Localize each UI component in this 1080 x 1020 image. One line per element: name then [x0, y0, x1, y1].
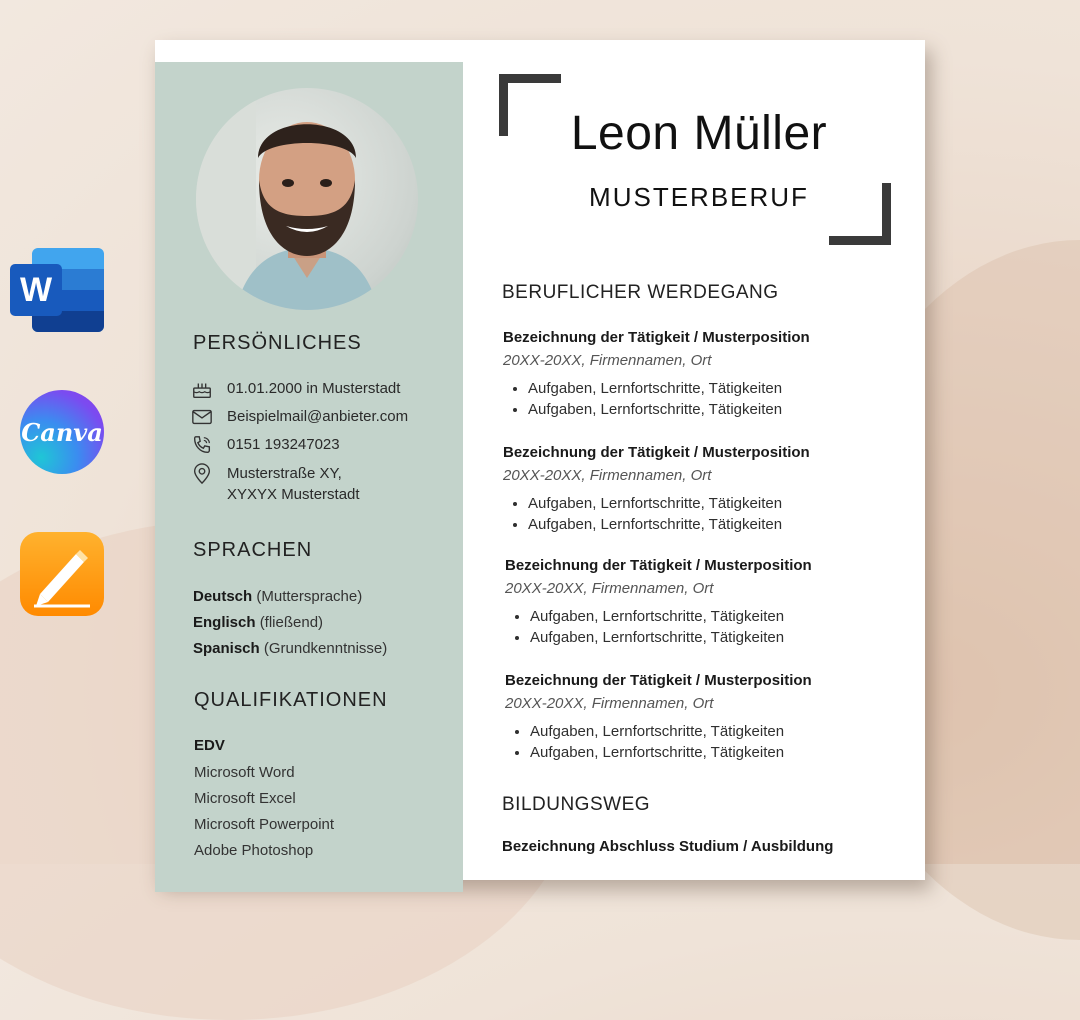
personal-section-title: PERSÖNLICHES [193, 332, 362, 354]
qualifications-section-title: QUALIFIKATIONEN [194, 689, 388, 711]
skill-item: Microsoft Word [194, 764, 295, 781]
career-entry [505, 554, 895, 648]
entry-position: Bezeichnung der Tätigkeit / Musterposition [505, 557, 812, 574]
bracket-top-left [499, 74, 561, 83]
language-name: Deutsch [193, 588, 253, 605]
address-line2: XYXYX Musterstadt [227, 486, 360, 503]
language-level: (fließend) [259, 614, 324, 631]
career-entry [505, 669, 895, 763]
entry-position: Bezeichnung der Tätigkeit / Musterposition [503, 329, 810, 346]
task-item: • Aufgaben, Lernfortschritte, Tätigkeiten [530, 606, 895, 627]
career-section-title: BERUFLICHER WERDEGANG [502, 282, 779, 303]
education-entry-title: Bezeichnung Abschluss Studium / Ausbildung [502, 838, 834, 855]
skill-item: Microsoft Excel [194, 790, 296, 807]
language-name: Englisch [193, 614, 256, 631]
education-entry [502, 835, 892, 859]
skill-item: Adobe Photoshop [194, 842, 314, 859]
languages-section-title: SPRACHEN [193, 539, 313, 561]
task-item: • Aufgaben, Lernfortschritte, Tätigkeiten [528, 493, 893, 514]
location-pin-icon [191, 463, 213, 485]
task-item: • Aufgaben, Lernfortschritte, Tätigkeiten [528, 378, 893, 399]
language-item [193, 588, 362, 605]
language-item [193, 614, 323, 631]
entry-meta: 20XX-20XX, Firmennamen, Ort [505, 580, 714, 597]
entry-meta: 20XX-20XX, Firmennamen, Ort [503, 352, 712, 369]
career-entry [503, 326, 893, 420]
mail-icon [191, 406, 213, 428]
language-name: Spanisch [193, 640, 260, 657]
cv-job-title: MUSTERBERUF [589, 182, 809, 212]
email-text[interactable]: Beispielmail@anbieter.com [227, 408, 409, 425]
phone-text: 0151 193247023 [227, 436, 340, 453]
canva-label: Canva [21, 417, 103, 447]
word-icon [10, 248, 106, 332]
phone-row [191, 434, 340, 456]
birth-row [191, 378, 400, 400]
canva-icon [20, 390, 104, 474]
pages-icon [20, 532, 104, 616]
skill-category: EDV [194, 737, 225, 754]
entry-position: Bezeichnung der Tätigkeit / Musterposition [505, 672, 812, 689]
entry-tasks [505, 606, 895, 648]
cv-document [155, 40, 925, 880]
career-entry [503, 441, 893, 535]
entry-position: Bezeichnung der Tätigkeit / Musterposition [503, 444, 810, 461]
cv-sidebar [155, 62, 463, 892]
address-text [227, 463, 360, 505]
entry-meta: 20XX-20XX, Firmennamen, Ort [505, 695, 714, 712]
language-level: (Grundkenntnisse) [263, 640, 388, 657]
entry-tasks [503, 378, 893, 420]
entry-tasks [503, 493, 893, 535]
skill-item: Microsoft Powerpoint [194, 816, 335, 833]
task-item: • Aufgaben, Lernfortschritte, Tätigkeiten [530, 721, 895, 742]
address-row [191, 463, 360, 505]
entry-tasks [505, 721, 895, 763]
task-item: • Aufgaben, Lernfortschritte, Tätigkeiten [530, 742, 895, 763]
word-letter: W [19, 271, 53, 309]
profile-photo [196, 88, 418, 310]
birth-text: 01.01.2000 in Musterstadt [227, 380, 401, 397]
address-line1: Musterstraße XY, [227, 465, 342, 482]
education-section-title: BILDUNGSWEG [502, 794, 651, 815]
task-item: • Aufgaben, Lernfortschritte, Tätigkeiten [528, 514, 893, 535]
task-item: • Aufgaben, Lernfortschritte, Tätigkeiten [530, 627, 895, 648]
email-row [191, 406, 408, 428]
cake-icon [191, 378, 213, 400]
language-level: (Muttersprache) [256, 588, 363, 605]
task-item: • Aufgaben, Lernfortschritte, Tätigkeiten [528, 399, 893, 420]
cv-name: Leon Müller [570, 107, 828, 160]
phone-icon [191, 434, 213, 456]
language-item [193, 640, 387, 657]
entry-meta: 20XX-20XX, Firmennamen, Ort [503, 467, 712, 484]
